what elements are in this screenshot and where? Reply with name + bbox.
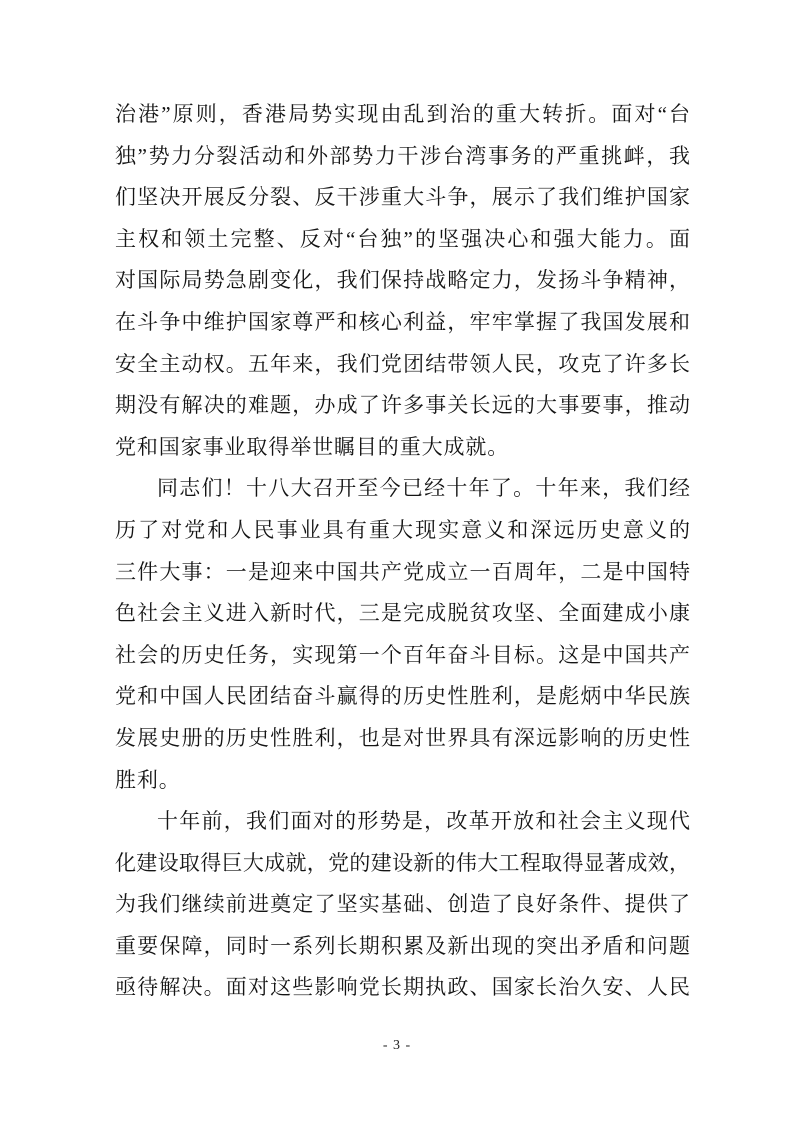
text-line: 治港”原则，香港局势实现由乱到治的重大转折。面对“台: [115, 102, 690, 126]
text-line: 三件大事：一是迎来中国共产党成立一百周年，二是中国特: [115, 559, 690, 584]
paragraph: [115, 801, 690, 1009]
page-number: - 3 -: [382, 1038, 412, 1053]
text-line: 对国际局势急剧变化，我们保持战略定力，发扬斗争精神，: [115, 268, 690, 293]
text-line: 色社会主义进入新时代，三是完成脱贫攻坚、全面建成小康: [115, 601, 690, 626]
text-line: 党和国家事业取得举世瞩目的重大成就。: [115, 434, 510, 459]
text-line: 党和中国人民团结奋斗赢得的历史性胜利，是彪炳中华民族: [115, 684, 690, 709]
text-line: 在斗争中维护国家尊严和核心利益，牢牢掌握了我国发展和: [115, 309, 690, 334]
text-line: 们坚决开展反分裂、反干涉重大斗争，展示了我们维护国家: [115, 185, 690, 210]
document-body: [115, 94, 690, 1009]
text-line: 胜利。: [115, 767, 181, 792]
text-line: 历了对党和人民事业具有重大现实意义和深远历史意义的: [115, 517, 690, 542]
paragraph: [115, 94, 690, 468]
paragraph: [115, 468, 690, 801]
text-line: 主权和领土完整、反对“台独”的坚强决心和强大能力。面: [115, 226, 690, 251]
text-line: 化建设取得巨大成就，党的建设新的伟大工程取得显著成效，: [115, 850, 690, 875]
text-line: 十年前，我们面对的形势是，改革开放和社会主义现代: [157, 809, 690, 834]
text-line: 社会的历史任务，实现第一个百年奋斗目标。这是中国共产: [115, 642, 690, 667]
text-line: 为我们继续前进奠定了坚实基础、创造了良好条件、提供了: [115, 892, 690, 917]
text-line: 同志们！十八大召开至今已经十年了。十年来，我们经: [157, 476, 690, 501]
text-line: 发展史册的历史性胜利，也是对世界具有深远影响的历史性: [115, 725, 690, 750]
text-line: 安全主动权。五年来，我们党团结带领人民，攻克了许多长: [115, 351, 690, 376]
text-line: 重要保障，同时一系列长期积累及新出现的突出矛盾和问题: [115, 933, 690, 958]
text-line: 亟待解决。面对这些影响党长期执政、国家长治久安、人民: [115, 975, 690, 1000]
text-line: 期没有解决的难题，办成了许多事关长远的大事要事，推动: [115, 393, 690, 418]
text-line: 独”势力分裂活动和外部势力干涉台湾事务的严重挑衅，我: [115, 143, 690, 168]
